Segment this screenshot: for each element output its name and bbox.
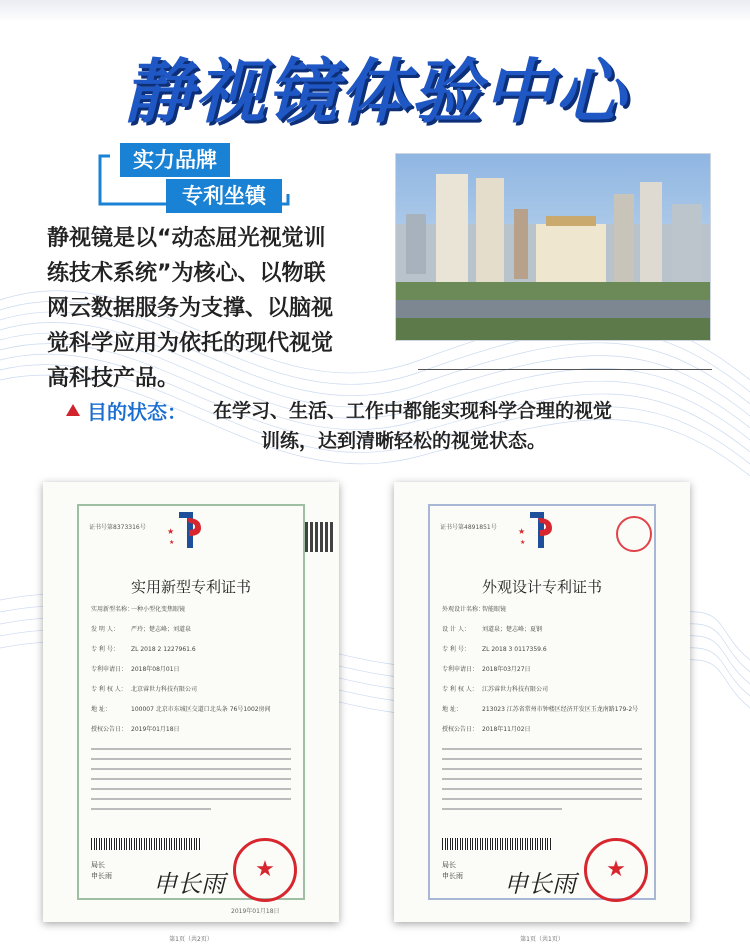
svg-text:★: ★ [518,527,526,536]
intro-line: 网云数据服务为支撑、以脑视 [47,296,334,321]
field-address: 地 址： 213023 江苏省常州市钟楼区经济开发区玉龙南路179-2号 [442,706,639,713]
certificate-body-text [91,748,291,818]
intro-paragraph [47,221,372,396]
intro-line: 静视镜是以“动态屈光视觉训 [47,226,326,251]
top-seal-icon [616,516,652,552]
goal-line: 训练，达到清晰轻松的视觉状态。 [261,430,547,452]
field-patentee: 专 利 权 人： 江苏睿世力科技有限公司 [442,686,549,693]
divider-line [418,369,712,370]
chief-name: 申长雨 [91,872,112,880]
field-designer: 设 计 人： 刘道泉；楚志峰；夏钢 [442,626,543,633]
field-patentee: 专 利 权 人： 北京睿世力科技有限公司 [91,686,198,693]
field-inventor: 发 明 人： 严玲；楚志峰；刘道泉 [91,626,192,633]
certificate-number: 证书号第4891851号 [440,524,497,531]
intro-line: 高科技产品。 [47,366,180,391]
badge-strength-brand: 实力品牌 [120,143,230,177]
patent-office-logo-icon [512,508,562,552]
qr-code-icon [305,522,335,552]
barcode-icon [442,838,552,850]
certificate-title: 外观设计专利证书 [481,578,602,596]
field-patent-number: 专 利 号： ZL 2018 2 1227961.6 [91,646,196,653]
svg-text:★: ★ [169,539,175,546]
field-name: 实用新型名称：一种小型化变焦眼镜 [91,606,186,613]
intro-line: 觉科学应用为依托的现代视觉 [47,331,334,356]
triangle-bullet-icon [66,404,80,416]
design-patent-certificate [394,482,690,943]
goal-label: 目的状态： [87,400,187,424]
page-number: 第1页（共1页） [520,936,564,943]
utility-patent-certificate [43,482,339,943]
field-name: 外观设计名称：智能眼镜 [442,606,507,613]
field-address: 地 址： 100007 北京市东城区交道口北头条 76号1002房间 [91,706,271,713]
official-seal-icon [584,838,648,902]
goal-text [213,396,683,456]
certificate-number: 证书号第8373316号 [89,524,146,531]
goal-line: 在学习、生活、工作中都能实现科学合理的视觉 [213,400,613,422]
official-seal-icon [233,838,297,902]
intro-line: 练技术系统”为核心、以物联 [47,261,326,286]
field-filing-date: 专利申请日： 2018年03月27日 [442,666,531,673]
badge-patent-backed: 专利坐镇 [166,179,282,213]
building-photo [395,153,711,341]
certificate-title: 实用新型专利证书 [130,578,251,596]
field-patent-number: 专 利 号： ZL 2018 3 0117359.6 [442,646,547,653]
signature: 申长雨 [504,870,576,898]
barcode-icon [91,838,201,850]
patent-office-logo-icon [161,508,211,552]
signature: 申长雨 [153,870,225,898]
page-number: 第1页（共2页） [169,936,213,943]
svg-text:★: ★ [520,539,526,546]
chief-block [442,860,463,882]
chief-name: 申长雨 [442,872,463,880]
seal-date: 2019年01月18日 [231,908,280,915]
svg-text:★: ★ [167,527,175,536]
chief-block [91,860,112,882]
field-grant-date: 授权公告日： 2019年01月18日 [91,726,180,733]
certificate-body-text [442,748,642,818]
field-filing-date: 专利申请日： 2018年08月01日 [91,666,180,673]
chief-label: 局长 [91,861,105,869]
chief-label: 局长 [442,861,456,869]
page-title: 静视镜体验中心 [123,51,627,133]
field-grant-date: 授权公告日： 2018年11月02日 [442,726,531,733]
